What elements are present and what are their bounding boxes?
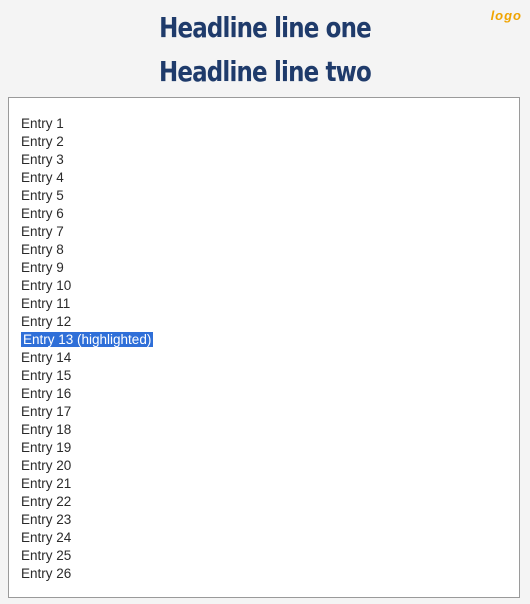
list-item-text: Entry 15 xyxy=(21,368,72,383)
list-item xyxy=(21,277,153,295)
list-item-text: Entry 2 xyxy=(21,134,64,149)
list-item-text: Entry 1 xyxy=(21,116,64,131)
list-item-text: Entry 22 xyxy=(21,494,72,509)
list-item-highlighted xyxy=(21,331,153,349)
list-item xyxy=(21,313,153,331)
list-item xyxy=(21,133,153,151)
list-item xyxy=(21,223,153,241)
list-item-text: Entry 24 xyxy=(21,530,72,545)
list-item xyxy=(21,349,153,367)
list-item xyxy=(21,169,153,187)
list-item-text: Entry 8 xyxy=(21,242,64,257)
headline xyxy=(48,6,483,94)
list-item xyxy=(21,241,153,259)
list-item xyxy=(21,295,153,313)
list-item-text: Entry 20 xyxy=(21,458,72,473)
list-item-text: Entry 25 xyxy=(21,548,72,563)
list-item xyxy=(21,565,153,583)
list-item xyxy=(21,529,153,547)
list-item-text: Entry 21 xyxy=(21,476,72,491)
list-item xyxy=(21,493,153,511)
headline-line-1: Headline line one xyxy=(159,11,371,44)
list-item-text: Entry 14 xyxy=(21,350,72,365)
list-item-text: Entry 12 xyxy=(21,314,72,329)
list-item xyxy=(21,457,153,475)
list-item-text: Entry 3 xyxy=(21,152,64,167)
list-item xyxy=(21,187,153,205)
list-item xyxy=(21,511,153,529)
list-item-text: Entry 19 xyxy=(21,440,72,455)
entry-list xyxy=(21,115,153,583)
list-item-text: Entry 23 xyxy=(21,512,72,527)
list-item-text: Entry 6 xyxy=(21,206,64,221)
list-item xyxy=(21,439,153,457)
list-item-text: Entry 4 xyxy=(21,170,64,185)
list-item-text: Entry 7 xyxy=(21,224,64,239)
list-item-text: Entry 9 xyxy=(21,260,64,275)
list-item xyxy=(21,547,153,565)
list-item-text: Entry 16 xyxy=(21,386,72,401)
watermark-logo: logo xyxy=(490,8,522,23)
list-item xyxy=(21,151,153,169)
list-item-text: Entry 5 xyxy=(21,188,64,203)
list-item-text: Entry 10 xyxy=(21,278,72,293)
list-item xyxy=(21,421,153,439)
list-item-text: Entry 11 xyxy=(21,296,71,311)
list-item-text: Entry 18 xyxy=(21,422,72,437)
headline-line-2: Headline line two xyxy=(158,55,372,88)
list-item xyxy=(21,403,153,421)
list-item xyxy=(21,475,153,493)
list-item xyxy=(21,385,153,403)
list-item xyxy=(21,115,153,133)
list-item xyxy=(21,367,153,385)
list-panel xyxy=(8,97,520,598)
list-item xyxy=(21,205,153,223)
list-item-text: Entry 26 xyxy=(21,566,72,581)
list-item-text: Entry 13 (highlighted) xyxy=(23,332,152,347)
list-item xyxy=(21,259,153,277)
list-item-text: Entry 17 xyxy=(21,404,72,419)
